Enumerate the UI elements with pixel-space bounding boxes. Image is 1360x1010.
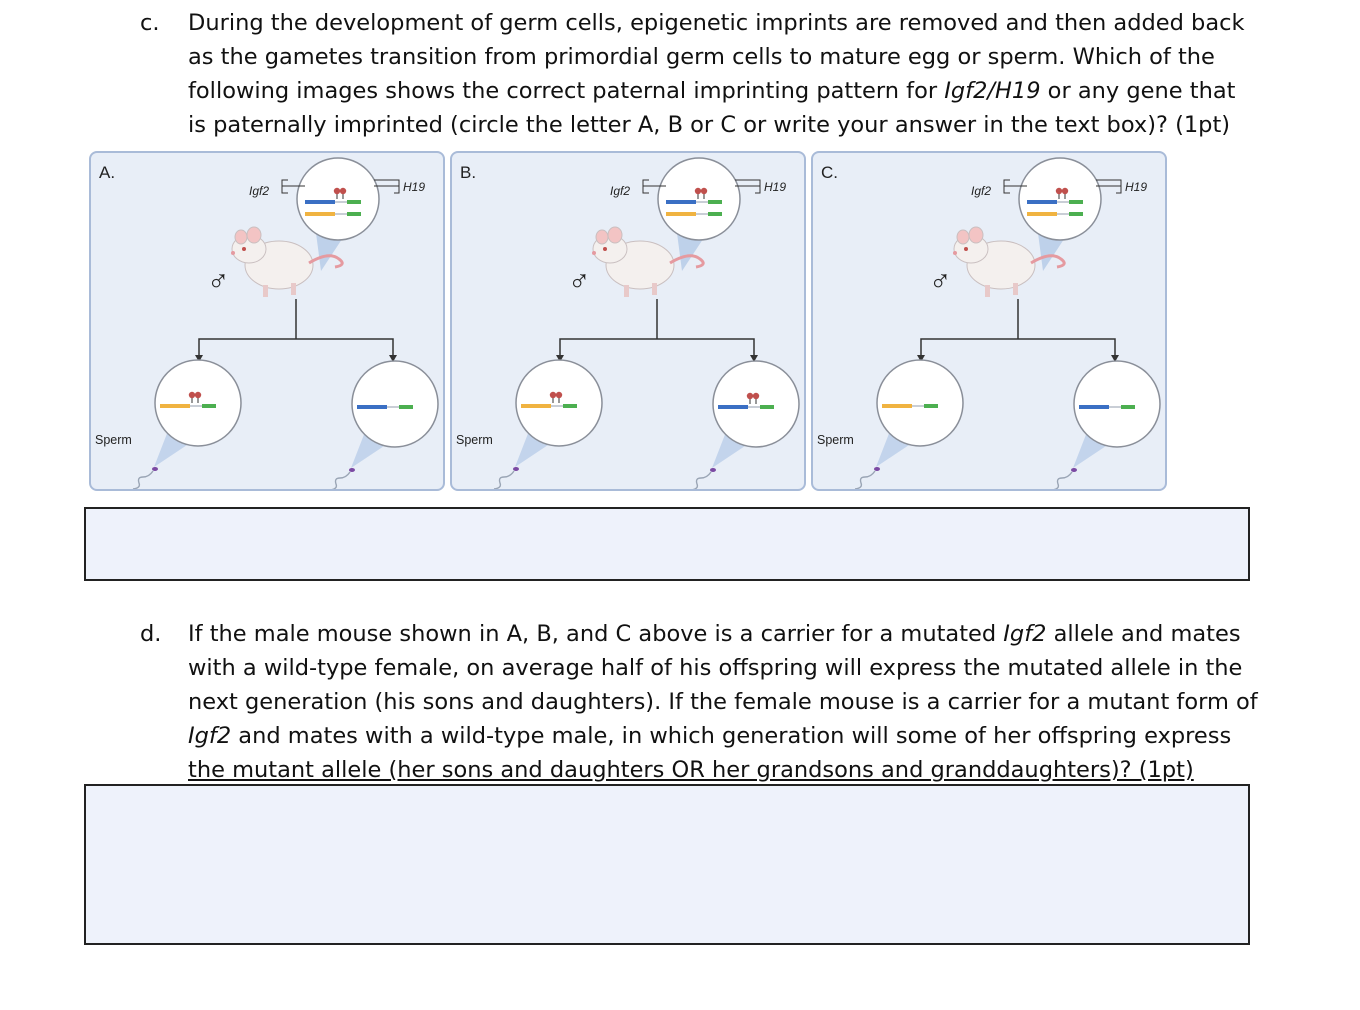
sperm-icon <box>133 467 158 489</box>
answer-box-c[interactable] <box>84 507 1250 581</box>
sperm-icon <box>691 468 716 490</box>
panel-letter[interactable]: B. <box>460 163 477 182</box>
answer-box-d[interactable] <box>84 784 1250 945</box>
male-symbol-icon: ♂ <box>929 265 952 298</box>
gene-label-h19: H19 <box>1125 180 1148 194</box>
panel-letter[interactable]: C. <box>821 163 838 182</box>
question-c-line-3: following images shows the correct paternal imprinting pattern for Igf2/H19 or any gene that <box>188 78 1236 104</box>
gene-label-h19: H19 <box>764 180 787 194</box>
diagram-panel-c[interactable] <box>811 151 1167 491</box>
sperm-allele-circle-1 <box>154 360 241 467</box>
sperm-allele-2 <box>1079 405 1135 409</box>
sperm-allele-1 <box>882 404 938 408</box>
inheritance-arrows <box>556 299 758 362</box>
diagram-panel-a[interactable] <box>89 151 445 491</box>
question-d-line-4: Igf2 and mates with a wild-type male, in which generation will some of her offspring express <box>188 723 1232 749</box>
question-d-line-1: If the male mouse shown in A, B, and C above is a carrier for a mutated Igf2 allele and mates <box>188 621 1241 647</box>
male-symbol-icon: ♂ <box>568 265 591 298</box>
maternal-allele <box>666 212 722 216</box>
sperm-allele-circle-2 <box>351 361 438 468</box>
gene-label-igf2: Igf2 <box>249 184 270 198</box>
maternal-allele <box>1027 212 1083 216</box>
question-c-letter: c. <box>140 10 160 36</box>
sperm-label: Sperm <box>95 433 132 447</box>
maternal-allele <box>305 212 361 216</box>
question-c-line-2: as the gametes transition from primordial germ cells to mature egg or sperm. Which of the <box>188 44 1215 70</box>
sperm-label: Sperm <box>456 433 493 447</box>
question-c-line-1: During the development of germ cells, epigenetic imprints are removed and then added back <box>188 10 1245 36</box>
question-d-letter: d. <box>140 621 162 647</box>
panel-letter[interactable]: A. <box>99 163 116 182</box>
inheritance-arrows <box>195 299 397 362</box>
diagram-panel-b[interactable] <box>450 151 806 491</box>
question-c-text <box>188 6 1288 142</box>
gene-label-igf2: Igf2 <box>610 184 631 198</box>
sperm-icon <box>494 467 519 489</box>
sperm-icon <box>1052 468 1077 490</box>
question-c-line-4: is paternally imprinted (circle the letter A, B or C or write your answer in the text box)? (1pt) <box>188 112 1231 138</box>
question-d-text <box>188 617 1288 787</box>
sperm-allele-circle-1 <box>515 360 602 467</box>
sperm-icon <box>855 467 880 489</box>
sperm-allele-circle-1 <box>876 360 963 467</box>
inheritance-arrows <box>917 299 1119 362</box>
gene-label-h19: H19 <box>403 180 426 194</box>
sperm-allele-2 <box>357 405 413 409</box>
question-d-line-3: next generation (his sons and daughters). If the female mouse is a carrier for a mutant form of <box>188 689 1258 715</box>
gene-label-igf2: Igf2 <box>971 184 992 198</box>
question-d-line-5: the mutant allele (her sons and daughters OR her grandsons and granddaughters)? (1pt) <box>188 757 1194 783</box>
sperm-allele-circle-2 <box>712 361 799 468</box>
male-symbol-icon: ♂ <box>207 265 230 298</box>
sperm-icon <box>330 468 355 490</box>
sperm-allele-circle-2 <box>1073 361 1160 468</box>
sperm-label: Sperm <box>817 433 854 447</box>
question-d-line-2: with a wild-type female, on average half of his offspring will express the mutated allele in the <box>188 655 1243 681</box>
